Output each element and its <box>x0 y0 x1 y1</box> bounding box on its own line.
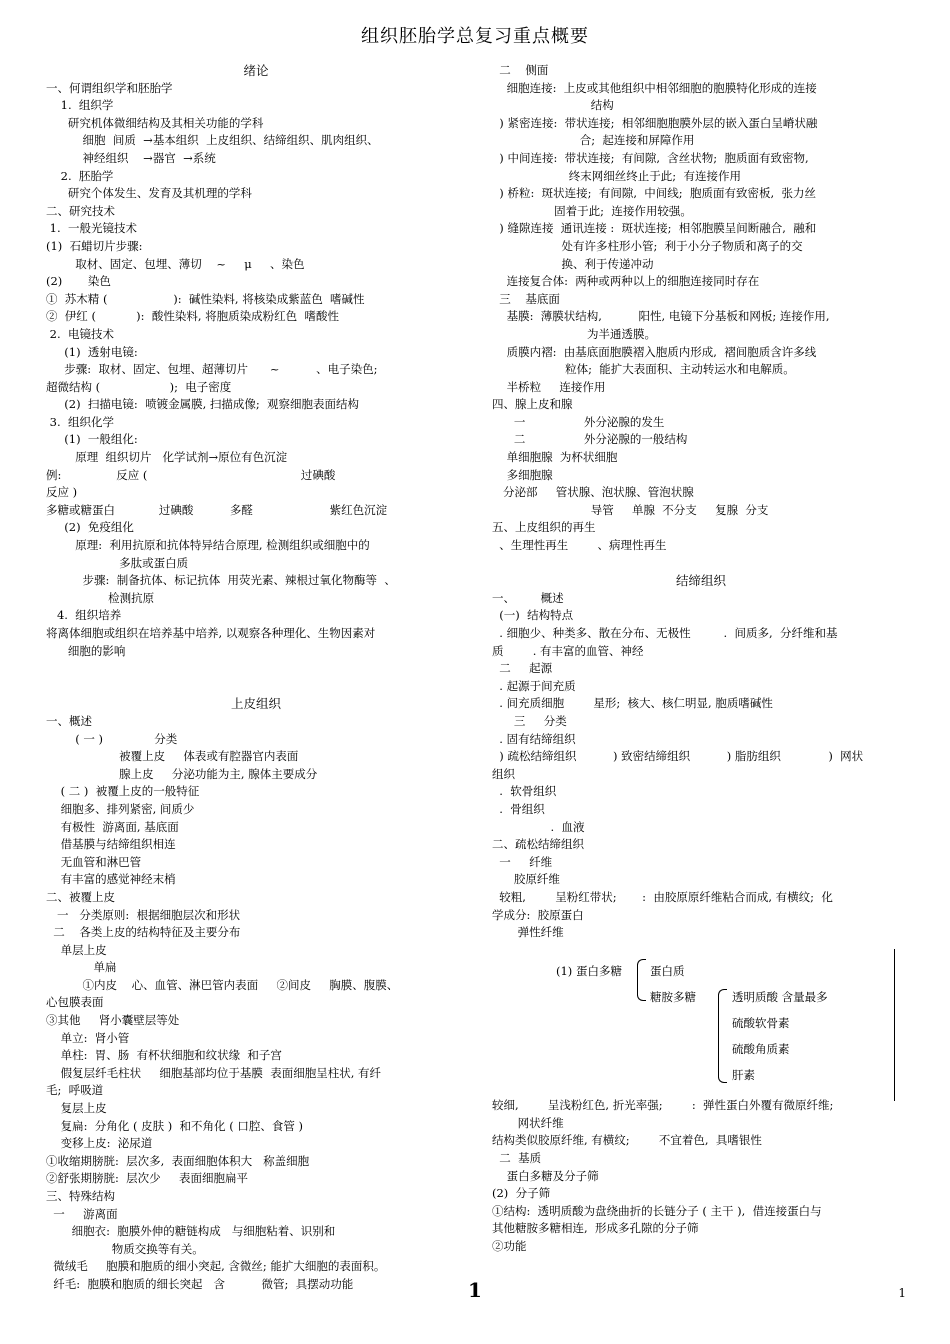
text-line: . 细胞少、种类多、散在分布、无极性 . 间质多, 分纤维和基 <box>492 626 838 640</box>
text-line: 一 纤维 <box>492 854 553 869</box>
text-line: 物质交换等有关。 <box>46 1241 204 1256</box>
text-line: 微绒毛 胞膜和胞质的细小突起, 含微丝; 能扩大细胞的表面积。 <box>46 1259 386 1274</box>
text-line: 导管 单腺 不分支 复腺 分支 <box>492 502 769 517</box>
text-line: 分泌部 管状腺、泡状腺、管泡状腺 <box>492 485 694 500</box>
text-line: ② 伊红 ( ): 酸性染料, 将胞质染成粉红色 嗜酸性 <box>46 309 339 324</box>
text-line: 借基膜与结缔组织相连 <box>46 837 176 852</box>
text-line: 三 分类 <box>492 713 567 728</box>
text-line: 步骤: 取材、固定、包埋、超薄切片 ~ 、电子染色; <box>46 362 378 377</box>
document-title: 组织胚胎学总复习重点概要 <box>361 26 589 47</box>
text-line: 处有许多柱形小管; 利于小分子物质和离子的交 <box>492 238 803 253</box>
brace-bracket-gag <box>718 989 727 1083</box>
text-line: 复层上皮 <box>46 1101 107 1116</box>
text-line: 、生理性再生 、病理性再生 <box>492 538 667 553</box>
text-line: 例: 反应 ( 过碘酸 <box>46 467 336 482</box>
text-line: . 骨组织 <box>492 801 545 816</box>
text-line <box>492 555 910 573</box>
text-line: 细胞衣: 胞膜外伸的糖链构成 与细胞粘着、识别和 <box>46 1224 336 1239</box>
text-line: 将离体细胞或组织在培养基中培养, 以观察各种理化、生物因素对 <box>46 626 376 640</box>
text-line: (2) 染色 <box>46 274 111 289</box>
brace-item-chondroitin: 硫酸软骨素 <box>732 1016 790 1031</box>
text-line: 原理 组织切片 化学试剂→原位有色沉淀 <box>46 450 288 465</box>
text-line: ②功能 <box>492 1239 527 1254</box>
text-line: (2) 分子筛 <box>492 1186 551 1201</box>
text-line: 单层上皮 <box>46 942 107 957</box>
text-line: ) 中间连接: 带状连接; 有间隙, 含丝状物; 胞质面有致密物, <box>492 150 809 165</box>
text-line: 较细, 呈浅粉红色, 折光率强; : 弹性蛋白外覆有微原纤维; <box>492 1098 834 1113</box>
proteoglycan-brace-diagram <box>492 959 910 1097</box>
text-line: 固着于此; 连接作用较强。 <box>492 203 692 218</box>
text-line: 换、利于传递冲动 <box>492 256 654 271</box>
brace-bracket <box>637 959 646 1001</box>
text-line: ①结构: 透明质酸为盘绕曲折的长链分子 ( 主干 ), 借连接蛋白与 <box>492 1203 822 1218</box>
text-line: (2) 扫描电镜: 喷镀金属膜, 扫描成像; 观察细胞表面结构 <box>46 397 360 412</box>
text-line: 1. 一般光镜技术 <box>46 221 137 236</box>
text-line <box>46 660 466 678</box>
text-line: 一 游离面 <box>46 1206 118 1221</box>
text-line: 假复层纤毛柱状 细胞基部均位于基膜 表面细胞呈柱状, 有纤 <box>46 1065 382 1080</box>
text-line: 结构类似胶原纤维, 有横纹; 不宜着色, 具嗜银性 <box>492 1133 762 1148</box>
text-line: 结构 <box>492 98 614 113</box>
text-line: 2. 胚胎学 <box>46 168 114 183</box>
text-line: ) 桥粒: 斑状连接; 有间隙, 中间线; 胞质面有致密板, 张力丝 <box>492 186 816 201</box>
text-line: 单细胞腺 为杯状细胞 <box>492 450 618 465</box>
text-line: 研究个体发生、发育及其机理的学科 <box>46 186 252 201</box>
section-heading: 结缔组织 <box>675 573 726 589</box>
text-line: 多肽或蛋白质 <box>46 555 189 570</box>
text-line: (2) 免疫组化 <box>46 520 134 535</box>
text-line: 弹性纤维 <box>492 925 564 940</box>
text-line: 较粗, 呈粉红带状; : 由胶原原纤维粘合而成, 有横纹; 化 <box>492 889 833 904</box>
text-line: 蛋白多糖及分子筛 <box>492 1168 599 1183</box>
brace-item-protein: 蛋白质 <box>650 964 685 979</box>
text-line: 单扁 <box>46 960 117 975</box>
text-line: ③其他 肾小囊壁层等处 <box>46 1013 180 1028</box>
text-line: 无血管和淋巴管 <box>46 854 142 869</box>
text-line: 质 . 有丰富的血管、神经 <box>492 643 644 658</box>
text-line: 2. 电镜技术 <box>46 326 114 341</box>
text-line: ( 一 ) 分类 <box>46 731 178 746</box>
text-line: 为半通透膜。 <box>492 326 657 341</box>
text-line: 三 基底面 <box>492 291 560 306</box>
text-line: . 起源于间充质 <box>492 678 576 693</box>
text-line: 二 外分泌腺的一般结构 <box>492 432 688 447</box>
text-line: 复扁: 分角化 ( 皮肤 ) 和不角化 ( 口腔、食管 ) <box>46 1118 303 1133</box>
text-line: 半桥粒 连接作用 <box>492 379 606 394</box>
text-line: 五、上皮组织的再生 <box>492 520 596 535</box>
text-line: (1) 石蜡切片步骤: <box>46 238 143 253</box>
text-line: 二 起源 <box>492 661 553 676</box>
brace-item-keratan: 硫酸角质素 <box>732 1042 790 1057</box>
text-line: 多糖或糖蛋白 过碘酸 多醛 紫红色沉淀 <box>46 502 388 517</box>
text-line: 合; 起连接和屏障作用 <box>492 133 695 148</box>
text-line: (一) 结构特点 <box>492 608 574 623</box>
text-line: ) 疏松结缔组织 ) 致密结缔组织 ) 脂肪组织 ) 网状 <box>492 749 864 764</box>
text-line: 其他糖胺多糖相连, 形成多孔隙的分子筛 <box>492 1221 699 1236</box>
text-line: 原理: 利用抗原和抗体特异结合原理, 检测组织或细胞中的 <box>46 538 370 553</box>
text-line: 二 基质 <box>492 1151 542 1166</box>
text-line: 一、 概述 <box>492 590 564 605</box>
text-line: 被覆上皮 体表或有腔器官内表面 <box>46 749 299 764</box>
text-line: 多细胞腺 <box>492 467 553 482</box>
text-line: 二、疏松结缔组织 <box>492 837 584 852</box>
text-line: ) 缝隙连接 通讯连接 : 斑状连接; 相邻胞膜呈间断融合, 融和 <box>492 221 817 236</box>
text-line: 3. 组织化学 <box>46 414 114 429</box>
text-line: 一、何谓组织学和胚胎学 <box>46 80 173 95</box>
left-column <box>46 62 466 1294</box>
text-line: 细胞多、排列紧密, 间质少 <box>46 801 195 816</box>
text-line: 腺上皮 分泌功能为主, 腺体主要成分 <box>46 766 318 781</box>
text-line: 神经组织 →器官 →系统 <box>46 150 216 165</box>
section-heading: 绪论 <box>243 63 269 78</box>
text-line: 一、概述 <box>46 713 92 728</box>
text-line: 三、特殊结构 <box>46 1189 115 1203</box>
text-line: ) 紧密连接: 带状连接; 相邻细胞胞膜外层的嵌入蛋白呈嵴状融 <box>492 115 818 130</box>
text-line: 心包膜表面 <box>46 995 104 1010</box>
text-line: 基膜: 薄膜状结构, 阳性, 电镜下分基板和网板; 连接作用, <box>492 309 830 324</box>
text-line: ( 二 ) 被覆上皮的一般特征 <box>46 784 200 799</box>
text-line: 步骤: 制备抗体、标记抗体 用荧光素、辣根过氧化物酶等 、 <box>46 573 396 588</box>
text-line: ①内皮 心、血管、淋巴管内表面 ②间皮 胸膜、腹膜、 <box>46 977 399 992</box>
right-column-top <box>492 62 910 942</box>
text-line: 网状纤维 <box>492 1115 564 1130</box>
brace-item-hyaluronic: 透明质酸 含量最多 <box>732 990 828 1005</box>
text-line: 质膜内褶: 由基底面胞膜褶入胞质内形成, 褶间胞质含许多线 <box>492 344 817 359</box>
text-line: ②舒张期膀胱: 层次少 表面细胞扁平 <box>46 1171 248 1186</box>
text-line: ①收缩期膀胱: 层次多, 表面细胞体积大 称盖细胞 <box>46 1153 310 1168</box>
text-line: 有丰富的感觉神经末梢 <box>46 872 176 887</box>
page-number-right: 1 <box>898 1286 906 1300</box>
right-column-bottom <box>492 1097 910 1255</box>
text-line: 学成分: 胶原蛋白 <box>492 907 584 922</box>
text-line: 四、腺上皮和腺 <box>492 397 573 412</box>
text-line: . 固有结缔组织 <box>492 731 576 746</box>
text-line <box>46 678 466 696</box>
page-number-center: 1 <box>468 1278 482 1302</box>
text-line: 超微结构 ( ); 电子密度 <box>46 379 232 394</box>
text-line: 变移上皮: 泌尿道 <box>46 1136 153 1151</box>
brace-item-gag: 糖胺多糖 <box>650 990 696 1005</box>
text-line: 毛; 呼吸道 <box>46 1083 104 1098</box>
text-line: 单立: 肾小管 <box>46 1030 130 1045</box>
right-column <box>492 62 910 1256</box>
text-line: (1) 透射电镜: <box>46 344 138 359</box>
text-line: 反应 ) <box>46 485 78 500</box>
text-line: 二 侧面 <box>492 63 549 77</box>
text-line: . 间充质细胞 星形; 核大、核仁明显, 胞质嗜碱性 <box>492 696 773 711</box>
text-line: 胶原纤维 <box>492 872 560 887</box>
text-line: 组织 <box>492 766 515 781</box>
text-line: 纤毛: 胞膜和胞质的细长突起 含 微管; 具摆动功能 <box>46 1276 354 1291</box>
text-line: 单柱: 胃、肠 有杯状细胞和纹状缘 和子宫 <box>46 1048 282 1063</box>
text-line: 1. 组织学 <box>46 98 114 113</box>
text-line: 细胞 间质 →基本组织 上皮组织、结缔组织、肌肉组织、 <box>46 133 379 148</box>
text-line: 二 各类上皮的结构特征及主要分布 <box>46 925 241 940</box>
text-line: 检测抗原 <box>46 590 155 605</box>
brace-item-heparin: 肝素 <box>732 1068 755 1083</box>
text-line: 4. 组织培养 <box>46 608 122 623</box>
text-line: ① 苏木精 ( ): 碱性染料, 将核染成紫蓝色 嗜碱性 <box>46 291 365 306</box>
text-line: (1) 一般组化: <box>46 432 138 447</box>
text-line: . 血液 <box>492 819 585 834</box>
section-heading: 上皮组织 <box>230 696 281 712</box>
text-line: 有极性 游离面, 基底面 <box>46 819 179 834</box>
text-line: 连接复合体: 两种或两种以上的细胞连接同时存在 <box>492 274 760 289</box>
text-line: 二、被覆上皮 <box>46 889 115 904</box>
brace-lead-label: (1) 蛋白多糖 <box>556 964 622 979</box>
text-line: 细胞的影响 <box>46 643 126 658</box>
text-line: 终末网细丝终止于此; 有连接作用 <box>492 168 741 183</box>
text-line: 细胞连接: 上皮或其他组织中相邻细胞的胞膜特化形成的连接 <box>492 80 817 95</box>
margin-vertical-line <box>894 949 895 1101</box>
text-line: . 软骨组织 <box>492 784 557 799</box>
text-line: 粒体; 能扩大表面积、主动转运水和电解质。 <box>492 362 795 377</box>
text-line: 一 外分泌腺的发生 <box>492 414 665 429</box>
text-line: 一 分类原则: 根据细胞层次和形状 <box>46 907 241 922</box>
text-line: 二、研究技术 <box>46 203 115 218</box>
text-line: 取材、固定、包埋、薄切 ~ μ 、染色 <box>46 256 305 271</box>
text-line: 研究机体微细结构及其相关功能的学科 <box>46 115 264 130</box>
